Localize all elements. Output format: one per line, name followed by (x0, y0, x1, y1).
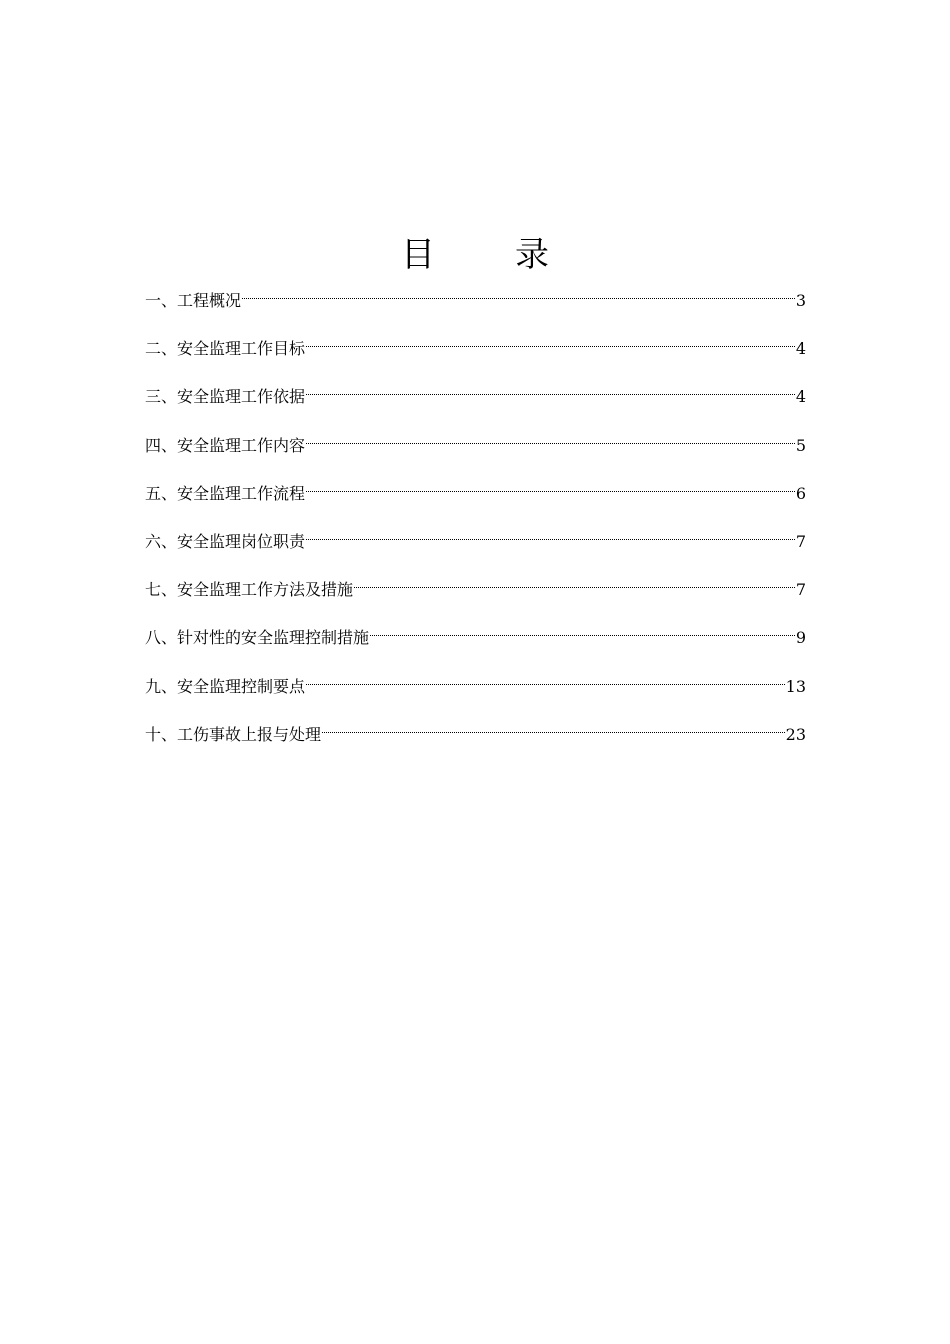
toc-entry[interactable] (145, 374, 806, 422)
toc-entry[interactable] (145, 278, 806, 326)
toc-leader-dots (306, 471, 795, 499)
toc-entry-page: 3 (795, 291, 806, 310)
toc-entry-page: 13 (785, 676, 806, 696)
toc-entry[interactable] (145, 423, 806, 471)
toc-leader-dots (306, 664, 785, 692)
toc-title: 目录 (401, 235, 629, 275)
toc-entry-page: 9 (795, 628, 806, 648)
toc-entry-text: 二、安全监理工作目标 (145, 339, 306, 359)
toc-entry[interactable] (145, 471, 806, 519)
toc-leader-dots (306, 423, 795, 451)
toc-leader-dots (306, 519, 795, 547)
toc-leader-dots (354, 567, 795, 595)
toc-entry[interactable] (145, 519, 806, 567)
toc-entry-page: 7 (795, 580, 806, 600)
toc-leader-dots (322, 712, 785, 740)
toc-entry-text: 八、针对性的安全监理控制措施 (145, 628, 370, 648)
toc-list (145, 278, 806, 760)
toc-entry-text: 三、安全监理工作依据 (145, 387, 306, 407)
toc-entry-text: 十、工伤事故上报与处理 (145, 724, 322, 744)
toc-entry-page: 4 (795, 387, 806, 407)
toc-entry[interactable] (145, 615, 806, 663)
toc-entry-page: 4 (795, 339, 806, 359)
toc-entry-text: 七、安全监理工作方法及措施 (145, 580, 354, 600)
toc-leader-dots (306, 374, 795, 402)
toc-entry-text: 五、安全监理工作流程 (145, 483, 306, 503)
toc-entry[interactable] (145, 567, 806, 615)
toc-entry-page: 7 (795, 531, 806, 551)
toc-leader-dots (370, 615, 795, 643)
toc-entry-text: 九、安全监理控制要点 (145, 676, 306, 696)
toc-entry-text: 一、工程概况 (145, 291, 242, 310)
toc-leader-dots (242, 278, 795, 306)
toc-leader-dots (306, 326, 795, 354)
toc-entry-text: 六、安全监理岗位职责 (145, 531, 306, 551)
toc-entry[interactable] (145, 326, 806, 374)
toc-entry-page: 6 (795, 483, 806, 503)
toc-entry[interactable] (145, 712, 806, 760)
toc-entry-page: 23 (785, 724, 806, 744)
toc-entry-text: 四、安全监理工作内容 (145, 435, 306, 455)
toc-entry[interactable] (145, 664, 806, 712)
toc-entry-page: 5 (795, 435, 806, 455)
